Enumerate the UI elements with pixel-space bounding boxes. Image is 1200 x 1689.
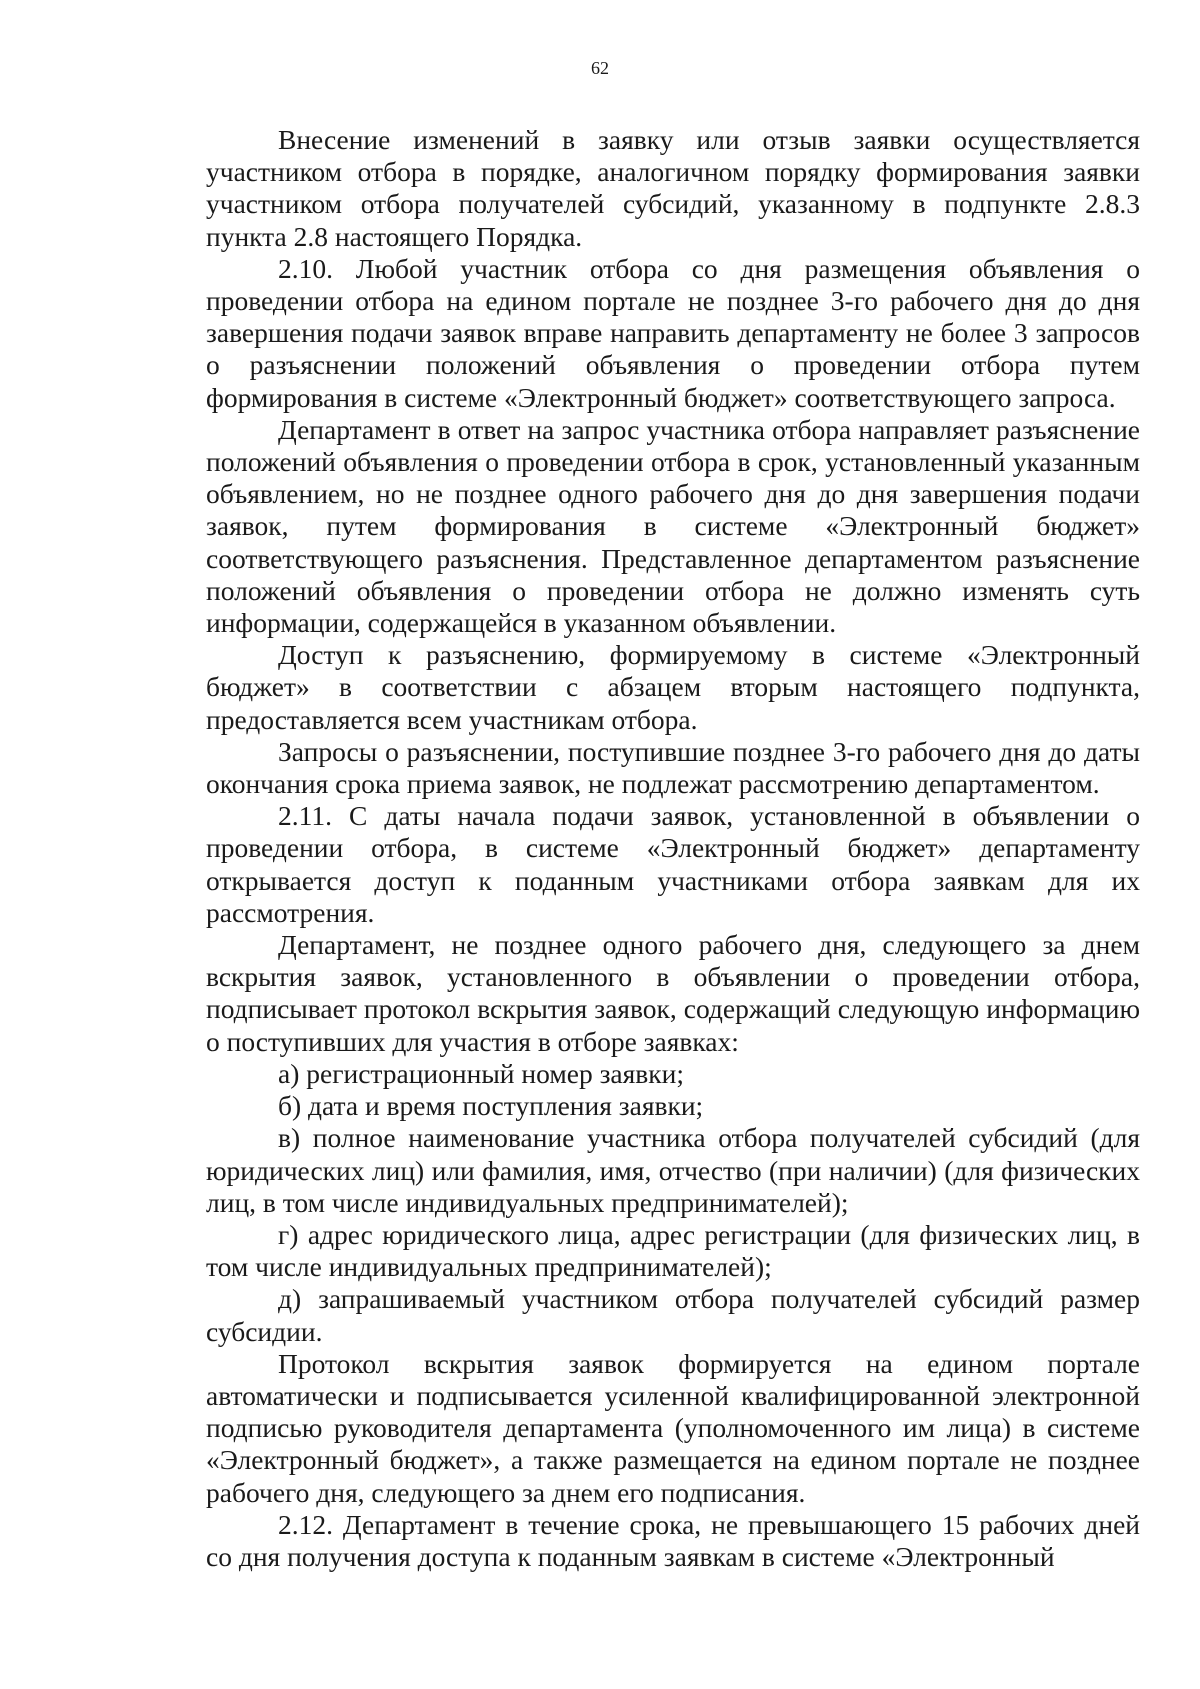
paragraph-2-12: 2.12. Департамент в течение срока, не превышающего 15 рабочих дней со дня получения доступа к поданным заявкам в системе «Электронный bbox=[206, 1508, 1140, 1572]
list-item-d: д) запрашиваемый участником отбора получателей субсидий размер субсидии. bbox=[206, 1283, 1140, 1347]
paragraph-clarification-response: Департамент в ответ на запрос участника отбора направляет разъяснение положений объявления о проведении отбора в срок, установленный указанным объявлением, но не позднее одного рабочего дня до дня завершения подачи заявок, путем формирования в системе «Электронный бюджет» соответствующего разъяснения. Представленное департаментом разъяснение положений объявления о проведении отбора не должно изменять суть информации, содержащейся в указанном объявлении. bbox=[206, 413, 1140, 639]
list-item-v: в) полное наименование участника отбора получателей субсидий (для юридических лиц) или фамилия, имя, отчество (при наличии) (для физических лиц, в том числе индивидуальных предпринимателей); bbox=[206, 1122, 1140, 1218]
paragraph-2-11: 2.11. С даты начала подачи заявок, установленной в объявлении о проведении отбора, в системе «Электронный бюджет» департаменту открывается доступ к поданным участниками отбора заявкам для их рассмотрения. bbox=[206, 800, 1140, 928]
paragraph-protocol-signing: Протокол вскрытия заявок формируется на едином портале автоматически и подписывается усиленной квалифицированной электронной подписью руководителя департамента (уполномоченного им лица) в системе «Электронный бюджет», а также размещается на едином портале не позднее рабочего дня, следующего за днем его подписания. bbox=[206, 1347, 1140, 1508]
list-item-g: г) адрес юридического лица, адрес регистрации (для физических лиц, в том числе индивидуальных предпринимателей); bbox=[206, 1218, 1140, 1283]
paragraph-late-requests: Запросы о разъяснении, поступившие позднее 3-го рабочего дня до даты окончания срока приема заявок, не подлежат рассмотрению департаментом. bbox=[206, 735, 1140, 800]
list-item-b: б) дата и время поступления заявки; bbox=[278, 1090, 704, 1122]
document-body bbox=[206, 124, 1140, 1573]
paragraph-2-10: 2.10. Любой участник отбора со дня размещения объявления о проведении отбора на едином портале не позднее 3-го рабочего дня до дня завершения подачи заявок вправе направить департаменту не более 3 запросов о разъяснении положений объявления о проведении отбора путем формирования в системе «Электронный бюджет» соответствующего запроса. bbox=[206, 252, 1140, 413]
page-number: 62 bbox=[591, 58, 609, 78]
list-item-a: а) регистрационный номер заявки; bbox=[278, 1057, 684, 1089]
paragraph-opening-protocol: Департамент, не позднее одного рабочего дня, следующего за днем вскрытия заявок, установленного в объявлении о проведении отбора, подписывает протокол вскрытия заявок, содержащий следующую информацию о поступивших для участия в отборе заявках: bbox=[206, 929, 1140, 1057]
paragraph-clarification-access: Доступ к разъяснению, формируемому в системе «Электронный бюджет» в соответствии с абзацем вторым настоящего подпункта, предоставляется всем участникам отбора. bbox=[206, 639, 1140, 735]
paragraph-amendment: Внесение изменений в заявку или отзыв заявки осуществляется участником отбора в порядке, аналогичном порядку формирования заявки участником отбора получателей субсидий, указанному в подпункте 2.8.3 пункта 2.8 настоящего Порядка. bbox=[206, 124, 1140, 252]
